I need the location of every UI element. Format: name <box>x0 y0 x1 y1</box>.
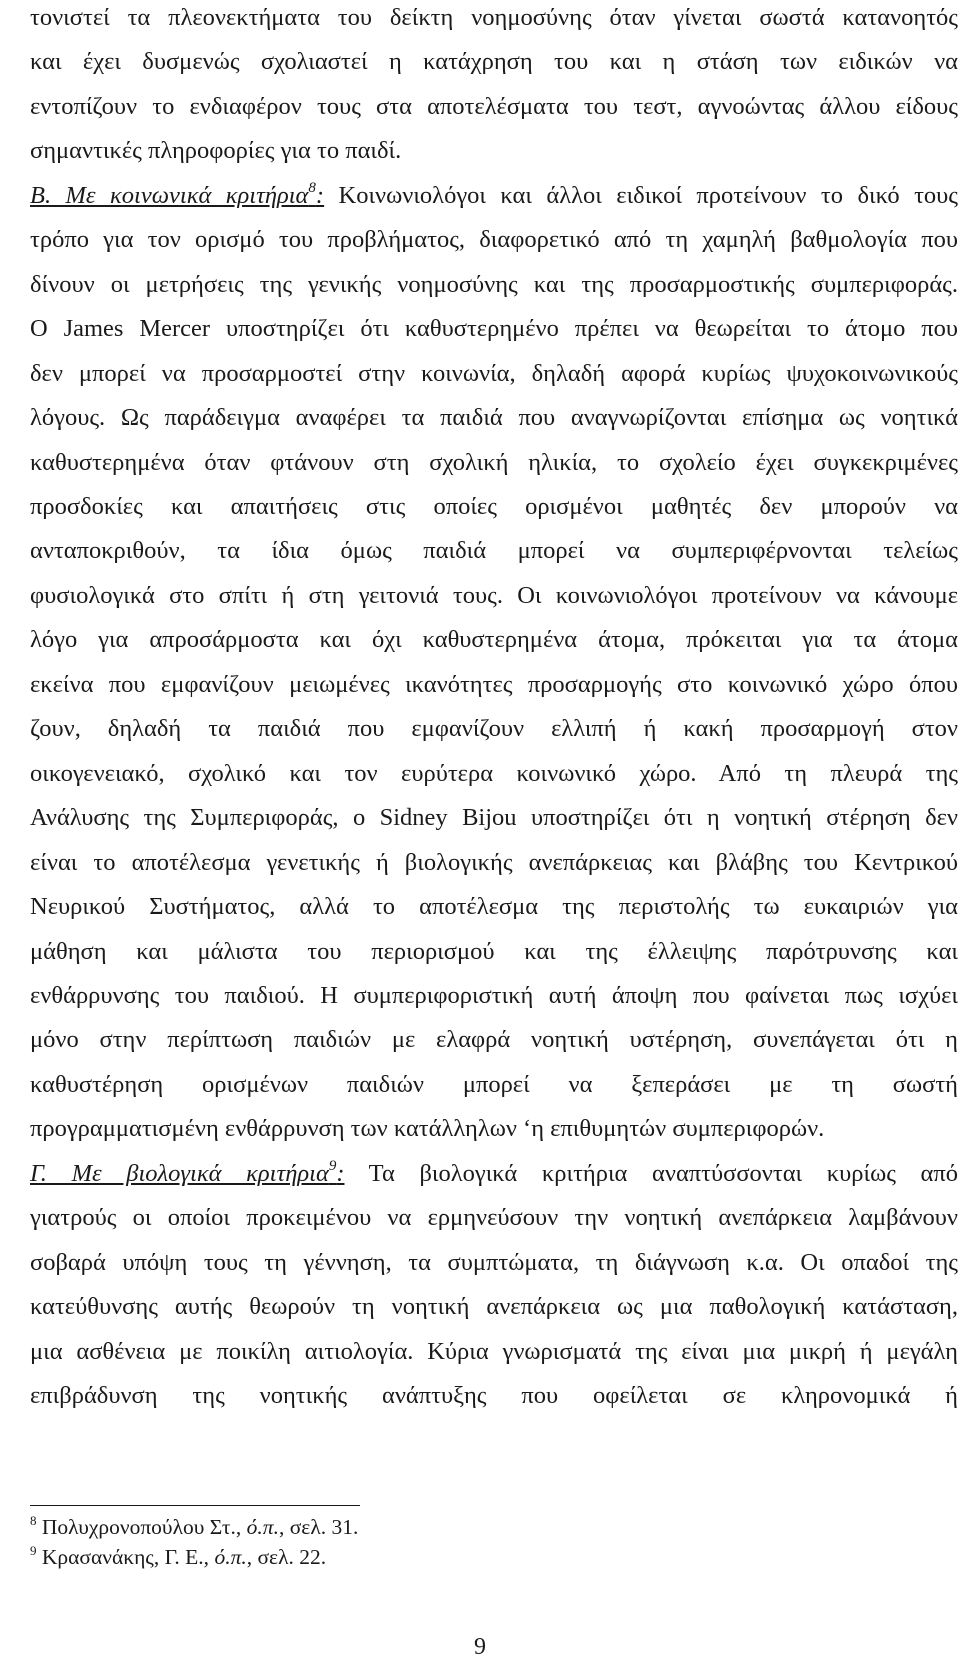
text-line: ανταποκριθούν, τα ίδια όμως παιδιά μπορεί να συμπεριφέρνονται τελείως <box>30 537 958 564</box>
section-c-heading-text: Γ. Με βιολογικά κριτήρια <box>30 1160 329 1187</box>
text-line: καθυστέρηση ορισμένων παιδιών μπορεί να ξεπεράσει με τη σωστή <box>30 1071 958 1098</box>
text-line: εκείνα που εμφανίζουν μειωμένες ικανότητες προσαρμογής στο κοινωνικό χώρο όπου <box>30 671 958 698</box>
text-line: κατεύθυνσης αυτής θεωρούν τη νοητική ανεπάρκεια ως μια παθολογική κατάσταση, <box>30 1293 958 1320</box>
text-line: σοβαρά υπόψη τους τη γέννηση, τα συμπτώματα, τη διάγνωση κ.α. Οι οπαδοί της <box>30 1249 958 1276</box>
section-b-heading-text: Β. Με κοινωνικά κριτήρια <box>30 182 309 209</box>
text-line: οικογενειακό, σχολικό και τον ευρύτερα κοινωνικό χώρο. Από τη πλευρά της <box>30 760 958 787</box>
footnote-op-cit: ό.π. <box>246 1515 279 1539</box>
footnote-ref-9: 9 <box>328 1157 337 1174</box>
text-line: Νευρικού Συστήματος, αλλά το αποτέλεσμα της περιστολής τω ευκαιριών για <box>30 893 958 920</box>
section-c-heading <box>30 1157 345 1187</box>
footnote-text: Πολυχρονοπούλου Στ., <box>41 1515 247 1539</box>
text-line: γιατρούς οι οποίοι προκειμένου να ερμηνεύσουν την νοητική ανεπάρκεια λαμβάνουν <box>30 1204 958 1231</box>
text-line: καθυστερημένα όταν φτάνουν στη σχολική ηλικία, το σχολείο έχει συγκεκριμένες <box>30 449 958 476</box>
text-line: τρόπο για τον ορισμό του προβλήματος, διαφορετικό από τη χαμηλή βαθμολογία που <box>30 226 958 253</box>
footnote-8 <box>30 1512 358 1542</box>
footnote-op-cit: ό.π. <box>214 1545 247 1569</box>
section-b-first-line <box>30 178 958 214</box>
text-line: λόγο για απροσάρμοστα και όχι καθυστερημένα άτομα, πρόκειται για τα άτομα <box>30 626 958 653</box>
section-c-text: Τα βιολογικά κριτήρια αναπτύσσονται κυρίως από <box>344 1160 959 1187</box>
footnote-number: 9 <box>30 1542 37 1558</box>
page-number: 9 <box>474 1634 486 1660</box>
footnote-separator <box>30 1505 360 1506</box>
footnote-number: 8 <box>30 1512 37 1528</box>
text-line: μια ασθένεια με ποικίλη αιτιολογία. Κύρια γνωρισματά της είναι μια μικρή ή μεγάλη <box>30 1338 958 1365</box>
text-line: προγραμματισμένη ενθάρρυνση των κατάλληλων ‘η επιθυμητών συμπεριφορών. <box>30 1115 825 1142</box>
section-b-text: Κοινωνιολόγοι και άλλοι ειδικοί προτείνουν το δικό τους <box>324 182 958 209</box>
text-line: μόνο στην περίπτωση παιδιών με ελαφρά νοητική υστέρηση, συνεπάγεται ότι η <box>30 1026 958 1053</box>
text-line: σημαντικές πληροφορίες για το παιδί. <box>30 137 402 164</box>
text-line: ενθάρρυνσης του παιδιού. Η συμπεριφοριστική αυτή άποψη που φαίνεται πως ισχύει <box>30 982 958 1009</box>
text-line: προσδοκίες και απαιτήσεις στις οποίες ορισμένοι μαθητές δεν μπορούν να <box>30 493 958 520</box>
section-b-heading-colon: : <box>315 182 325 209</box>
section-c-first-line <box>30 1156 958 1192</box>
text-line: και έχει δυσμενώς σχολιαστεί η κατάχρηση του και η στάση των ειδικών να <box>30 48 958 75</box>
footnote-9 <box>30 1542 326 1572</box>
footnote-ref-8: 8 <box>308 179 316 196</box>
text-line: φυσιολογικά στο σπίτι ή στη γειτονιά τους. Οι κοινωνιολόγοι προτείνουν να κάνουμε <box>30 582 958 609</box>
text-line: Ανάλυσης της Συμπεριφοράς, ο Sidney Bijou υποστηρίζει ότι η νοητική στέρηση δεν <box>30 804 958 831</box>
text-line: τονιστεί τα πλεονεκτήματα του δείκτη νοημοσύνης όταν γίνεται σωστά κατανοητός <box>30 4 958 31</box>
text-line: δίνουν οι μετρήσεις της γενικής νοημοσύνης και της προσαρμοστικής συμπεριφοράς. <box>30 271 958 298</box>
text-line: μάθηση και μάλιστα του περιορισμού και της έλλειψης παρότρυνσης και <box>30 938 958 965</box>
text-line: Ο James Mercer υποστηρίζει ότι καθυστερημένο πρέπει να θεωρείται το άτομο που <box>30 315 958 342</box>
footnote-text: Κρασανάκης, Γ. Ε., <box>41 1545 215 1569</box>
text-line: επιβράδυνση της νοητικής ανάπτυξης που οφείλεται σε κληρονομικά ή <box>30 1382 958 1409</box>
section-b-heading <box>30 179 325 209</box>
text-line: λόγους. Ως παράδειγμα αναφέρει τα παιδιά που αναγνωρίζονται επίσημα ως νοητικά <box>30 404 958 431</box>
text-line: εντοπίζουν το ενδιαφέρον τους στα αποτελέσματα του τεστ, αγνοώντας άλλου είδους <box>30 93 958 120</box>
section-c-heading-colon: : <box>336 1160 345 1187</box>
text-line: είναι το αποτέλεσμα γενετικής ή βιολογικής ανεπάρκειας και βλάβης του Κεντρικού <box>30 849 958 876</box>
footnote-page: , σελ. 22. <box>246 1545 327 1569</box>
footnote-page: , σελ. 31. <box>278 1515 359 1539</box>
text-line: ζουν, δηλαδή τα παιδιά που εμφανίζουν ελλιπή ή κακή προσαρμογή στον <box>30 715 958 742</box>
text-line: δεν μπορεί να προσαρμοστεί στην κοινωνία, δηλαδή αφορά κυρίως ψυχοκοινωνικούς <box>30 360 958 387</box>
